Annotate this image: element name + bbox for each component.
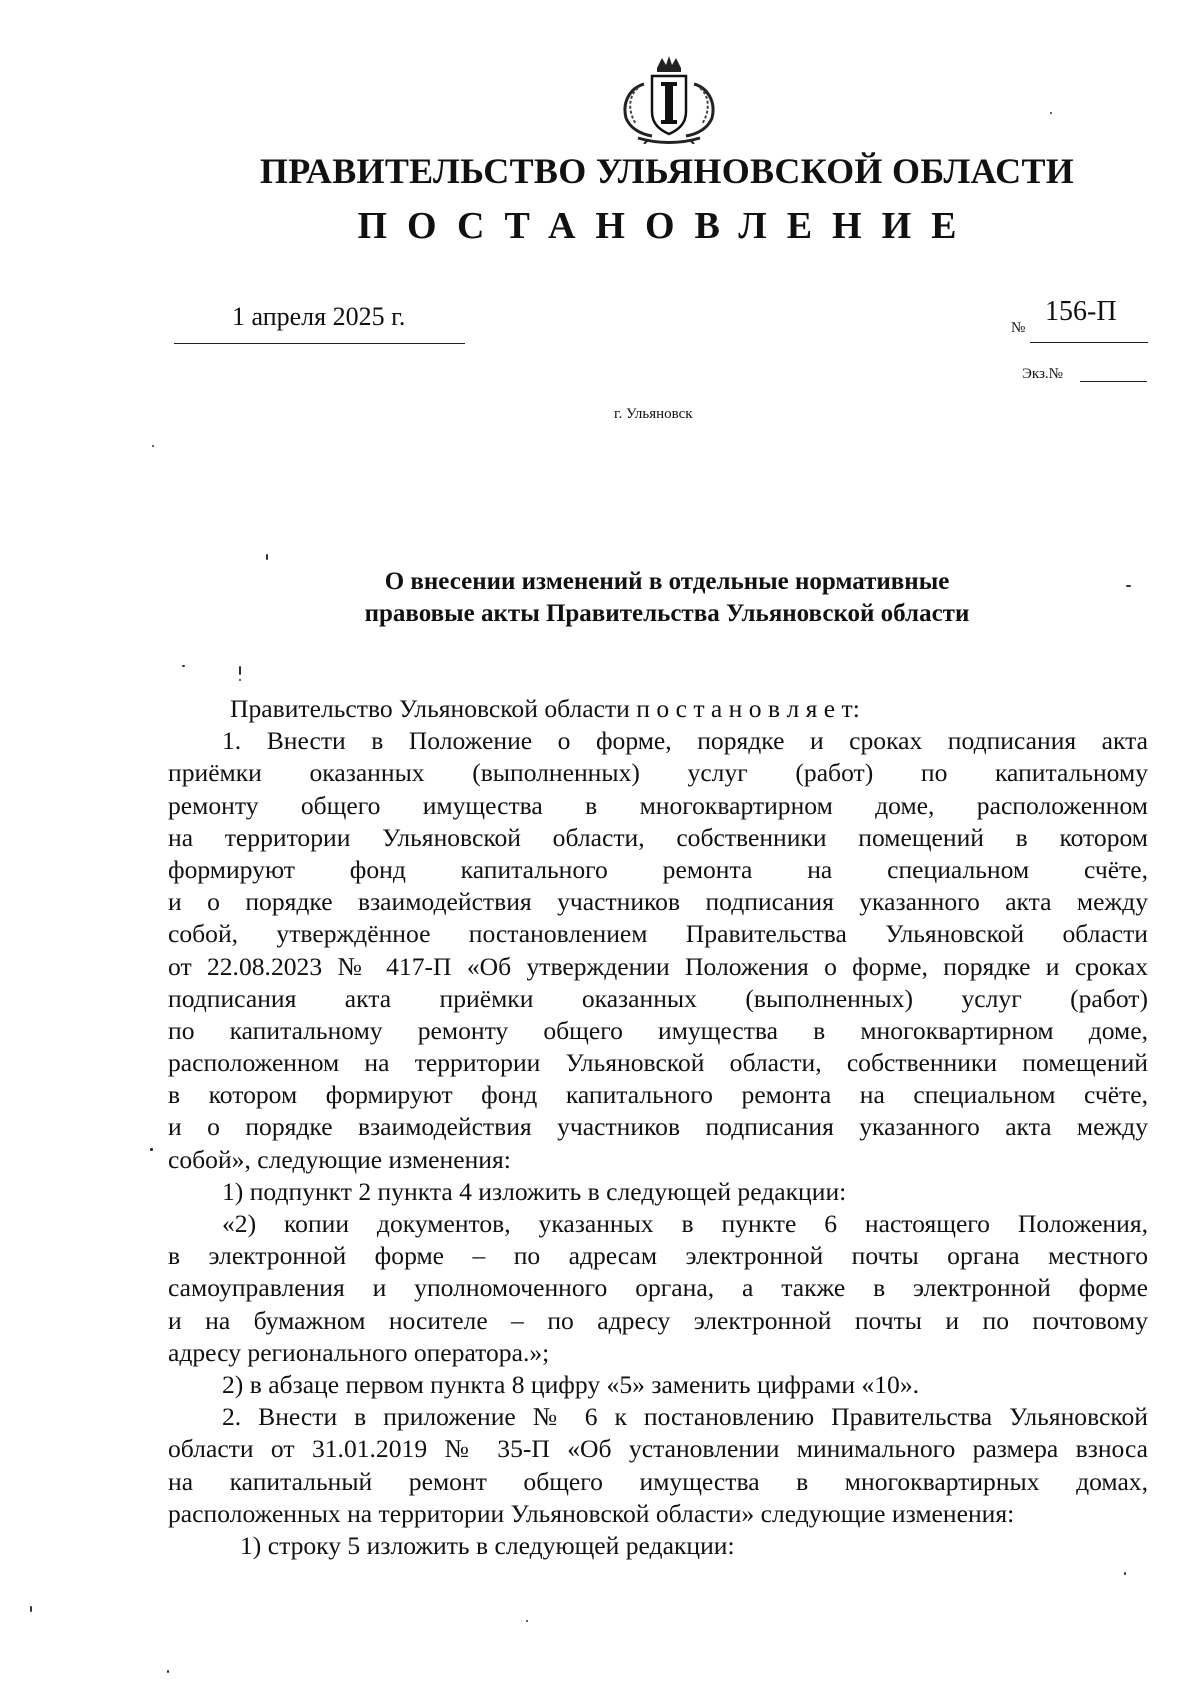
body-line: и на бумажном носителе – по адресу электронной почты и по почтовому — [168, 1305, 1148, 1335]
scan-speck — [167, 1670, 169, 1673]
body-line: Правительство Ульяновской области п о с т а н о в л я е т: — [230, 694, 860, 723]
body-line: 1) подпункт 2 пункта 4 изложить в следующей редакции: — [222, 1176, 847, 1206]
body-line: собой, утверждённое постановлением Правительства Ульяновской области — [168, 919, 1148, 949]
document-body — [168, 693, 1148, 1562]
government-title: ПРАВИТЕЛЬСТВО УЛЬЯНОВСКОЙ ОБЛАСТИ — [259, 151, 1075, 191]
body-line: области от 31.01.2019 № 35-П «Об установлении минимального размера взноса — [168, 1434, 1148, 1464]
subject-line: правовые акты Правительства Ульяновской области — [364, 600, 970, 627]
body-line: в котором формируют фонд капитального ремонта на специальном счёте, — [168, 1080, 1148, 1110]
date-underline — [174, 343, 465, 344]
body-line: расположенных на территории Ульяновской области» следующие изменения: — [168, 1498, 1015, 1528]
body-line: «2) копии документов, указанных в пункте 6 настоящего Положения, — [222, 1209, 1148, 1238]
scan-speck — [150, 1148, 153, 1151]
document-number: 156-П — [1045, 296, 1117, 327]
body-line: на территории Ульяновской области, собственники помещений в котором — [168, 822, 1148, 852]
document-date: 1 апреля 2025 г. — [232, 302, 406, 331]
subject-line: О внесении изменений в отдельные нормативные — [384, 568, 950, 595]
body-line: 2) в абзаце первом пункта 8 цифру «5» заменить цифрами «10». — [222, 1369, 920, 1399]
body-line: и о порядке взаимодействия участников подписания указанного акта между — [168, 887, 1148, 917]
scan-speck — [239, 679, 241, 681]
scan-speck — [266, 554, 268, 560]
scan-speck — [152, 445, 154, 447]
copy-number-underline — [1080, 381, 1147, 382]
document-subject — [0, 566, 1200, 630]
body-line: ремонту общего имущества в многоквартирном доме, расположенном — [168, 790, 1148, 820]
body-line: по капитальному ремонту общего имущества в многоквартирном доме, — [168, 1015, 1148, 1045]
document-type: ПОСТАНОВЛЕНИЕ — [357, 205, 977, 247]
body-line: от 22.08.2023 № 417-П «Об утверждении Положения о форме, порядке и сроках — [168, 951, 1148, 981]
body-line: и о порядке взаимодействия участников подписания указанного акта между — [168, 1112, 1148, 1142]
body-line: на капитальный ремонт общего имущества в многоквартирных домах, — [168, 1466, 1148, 1496]
body-line: 2. Внести в приложение № 6 к постановлению Правительства Ульяновской — [222, 1402, 1148, 1432]
scan-speck — [239, 666, 241, 675]
body-line: формируют фонд капитального ремонта на специальном счёте, — [168, 854, 1148, 884]
scan-speck — [182, 665, 185, 667]
scan-speck — [30, 1606, 32, 1612]
body-line: 1. Внести в Положение о форме, порядке и сроках подписания акта — [222, 726, 1148, 756]
scan-speck — [526, 1620, 528, 1622]
scan-speck — [1050, 112, 1052, 114]
body-line: адресу регионального оператора.»; — [168, 1337, 550, 1367]
body-line: самоуправления и уполномоченного органа, а также в электронной форме — [168, 1273, 1148, 1303]
body-line: в электронной форме – по адресам электронной почты органа местного — [168, 1241, 1148, 1271]
body-line: 1) строку 5 изложить в следующей редакции: — [240, 1530, 735, 1560]
scan-speck — [1126, 585, 1131, 587]
body-line: расположенном на территории Ульяновской области, собственники помещений — [168, 1048, 1148, 1078]
coat-of-arms-icon — [608, 54, 730, 144]
body-line: приёмки оказанных (выполненных) услуг (работ) по капитальному — [168, 758, 1148, 788]
copy-number-label: Экз.№ — [1022, 366, 1063, 382]
body-line: собой», следующие изменения: — [168, 1144, 511, 1174]
city: г. Ульяновск — [614, 406, 693, 422]
body-line: подписания акта приёмки оказанных (выполненных) услуг (работ) — [168, 983, 1148, 1013]
number-underline — [1030, 342, 1148, 343]
number-sign: № — [1011, 320, 1026, 336]
scan-speck — [1124, 1572, 1126, 1575]
